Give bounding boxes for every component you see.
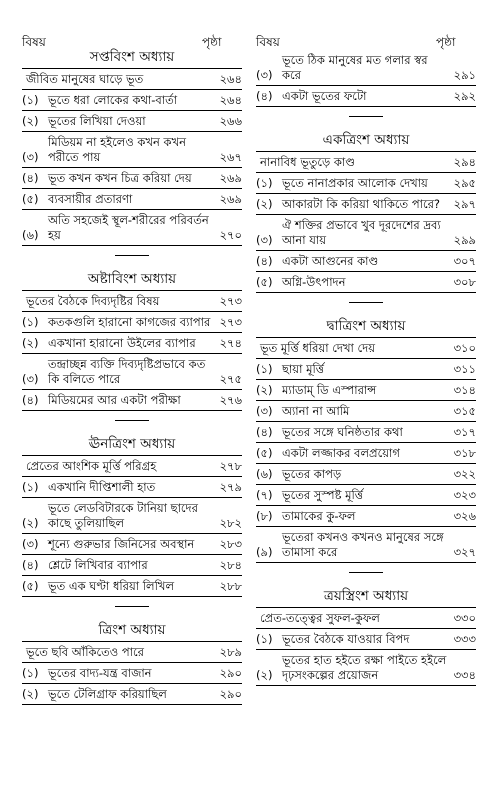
toc-entry xyxy=(256,215,476,251)
entry-number: (২) xyxy=(256,383,273,397)
entry-number: (৮) xyxy=(256,509,273,523)
entry-number: (৫) xyxy=(256,446,273,460)
entry-text: ভূতের বৈঠকে যাওয়ার বিপদ xyxy=(282,632,410,646)
entry-number: (২) xyxy=(22,516,39,530)
entry-page-number: ২৯৯ xyxy=(453,233,476,247)
entry-page-number: ২৬৬ xyxy=(219,114,242,128)
toc-entry xyxy=(256,359,476,380)
entry-number: (৪) xyxy=(22,393,39,407)
entry-page-number: ৩১৮ xyxy=(453,446,476,460)
entry-page-number: ২৯৭ xyxy=(453,197,476,211)
entry-number: (৯) xyxy=(256,545,273,559)
entry-text: তামাকের কু-ফল xyxy=(282,509,356,523)
entry-page-number: ২৭৬ xyxy=(219,393,242,407)
left-header-subject: বিষয় xyxy=(22,35,46,49)
entry-page-number: ৩১১ xyxy=(453,362,476,376)
entry-text: ভূত কখন কখন চিত্র করিয়া দেয় xyxy=(48,171,192,185)
entry-page-number: ৩২২ xyxy=(453,467,476,481)
entry-page-number: ২৮৩ xyxy=(219,537,242,551)
chapter-title: সপ্তবিংশ অধ্যায় xyxy=(89,49,175,65)
toc-entry xyxy=(256,506,476,527)
toc-entry xyxy=(22,576,242,597)
entry-text: ব্যবসায়ীর প্রতারণা xyxy=(48,192,133,206)
entry-text: ভূতে ধরা লোকের কথা-বার্তা xyxy=(48,93,178,107)
entry-text: ভূতের সুস্পষ্ট মূর্ত্তি xyxy=(282,488,364,502)
entry-page-number: ৩৩০ xyxy=(453,611,476,625)
entry-page-number: ২৬৪ xyxy=(219,72,242,86)
entry-page-number: ২৭০ xyxy=(219,228,242,242)
entry-page-number: ২৬৪ xyxy=(219,93,242,107)
entry-page-number: ৩১০ xyxy=(453,341,476,355)
entry-page-number: ৩৩৩ xyxy=(453,632,476,646)
chapter-title: ঊনত্রিংশ অধ্যায় xyxy=(88,436,176,452)
entry-page-number: ৩২৩ xyxy=(453,488,476,502)
entry-page-number: ৩২৭ xyxy=(453,545,476,559)
entry-page-number: ২৬৯ xyxy=(219,171,242,185)
toc-entry xyxy=(22,498,242,534)
chapter-section xyxy=(22,268,242,421)
toc-entry xyxy=(256,50,476,86)
entry-text: ভূতে ছবি আঁকিতেও পারে xyxy=(26,645,144,659)
section-divider xyxy=(349,302,383,303)
entry-page-number: ২৯৪ xyxy=(453,155,476,169)
toc-entry xyxy=(256,650,476,686)
toc-entry xyxy=(22,189,242,210)
entry-text: মিডিয়ম না হইলেও কখন কখন পরীতে পায় xyxy=(48,135,187,164)
entry-number: (৫) xyxy=(22,579,39,593)
entry-page-number: ৩২৬ xyxy=(453,509,476,523)
entry-text: শ্লেটে লিখিবার ব্যাপার xyxy=(48,558,148,572)
section-divider xyxy=(349,572,383,573)
entry-text: তন্দ্রাচ্ছন্ন ব্যক্তি দিব্যদৃষ্টিপ্রভাবে কত কি বলিতে পারে xyxy=(48,357,206,386)
entry-page-number: ২৯০ xyxy=(219,666,242,680)
chapter-lead-entry xyxy=(256,607,476,629)
entry-number: (৩) xyxy=(256,68,273,82)
entry-number: (২) xyxy=(256,668,273,682)
chapter-section xyxy=(256,585,476,686)
entry-page-number: ২৯২ xyxy=(453,89,476,103)
chapter-lead-entry xyxy=(22,68,242,90)
entry-text: ঐ শক্তির প্রভাবে খুব দূরদেশের দ্রব্য আনা যায় xyxy=(282,218,441,247)
entry-page-number: ২৭৫ xyxy=(219,372,242,386)
left-header-page: পৃষ্ঠা xyxy=(202,35,222,49)
toc-entry xyxy=(22,210,242,246)
entry-text: একটা লজ্জাকর বলপ্রয়োগ xyxy=(282,446,400,460)
chapter-lead-entry xyxy=(22,290,242,312)
entry-text: ভূতের হাত হইতে রক্ষা পাইতে হইলে দৃঢ়সংকল্পের প্রয়োজন xyxy=(282,653,447,682)
entry-text: ভূতের বাদ্য-যন্ত্র বাজান xyxy=(48,666,152,680)
toc-entry xyxy=(22,333,242,354)
entry-page-number: ২৭৩ xyxy=(219,315,242,329)
entry-text: ভূতেরা কখনও কখনও মানুষের সঙ্গে তামাসা করে xyxy=(282,530,444,559)
chapter-lead-entry xyxy=(22,641,242,663)
chapter-lead-entry xyxy=(22,455,242,477)
chapter-title: একত্রিংশ অধ্যায় xyxy=(322,132,410,148)
entry-text: ছায়া মূর্ত্তি xyxy=(282,362,324,376)
toc-entry xyxy=(256,86,476,107)
chapter-title: অষ্টাবিংশ অধ্যায় xyxy=(87,271,177,287)
toc-entry xyxy=(22,390,242,411)
entry-number: (৪) xyxy=(22,558,39,572)
toc-entry xyxy=(256,401,476,422)
right-header-subject: বিষয় xyxy=(256,35,280,49)
toc-entry xyxy=(22,90,242,111)
chapter-section xyxy=(256,50,476,117)
entry-number: (৪) xyxy=(22,171,39,185)
entry-page-number: ২৮৪ xyxy=(219,558,242,572)
chapter-title: দ্বাত্রিংশ অধ্যায় xyxy=(326,318,406,334)
toc-entry xyxy=(256,629,476,650)
entry-text: ভূতে ঠিক মানুষের মত গলার স্বর করে xyxy=(282,53,428,82)
entry-text: জীবিত মানুষের ঘাড়ে ভূত xyxy=(26,72,144,86)
entry-page-number: ২৭৮ xyxy=(219,459,242,473)
entry-text: ভূতে নানাপ্রকার আলোক দেখায় xyxy=(282,176,428,190)
entry-page-number: ২৮৯ xyxy=(219,645,242,659)
entry-page-number: ২৭৯ xyxy=(219,480,242,494)
chapter-section xyxy=(256,129,476,303)
toc-entry xyxy=(22,684,242,705)
entry-number: (১) xyxy=(256,362,273,376)
entry-number: (২) xyxy=(22,114,39,128)
entry-text: একখানা হারানো উইলের ব্যাপার xyxy=(48,336,196,350)
entry-number: (৪) xyxy=(256,89,273,103)
entry-text: কতকগুলি হারানো কাগজের ব্যাপার xyxy=(48,315,211,329)
entry-text: প্রেত-তত্ত্বের সুফল-কুফল xyxy=(260,611,380,625)
right-header-page: পৃষ্ঠা xyxy=(436,35,456,49)
entry-number: (৭) xyxy=(256,488,273,502)
toc-entry xyxy=(22,168,242,189)
chapter-lead-entry xyxy=(256,337,476,359)
entry-number: (১) xyxy=(22,315,39,329)
section-divider xyxy=(349,116,383,117)
entry-text: ভূতে টেলিগ্রাফ করিয়াছিল xyxy=(48,687,167,701)
entry-text: ভূতে লেডবিটারকে টানিয়া ছাদের কাছে তুলিয়াছিল xyxy=(48,501,198,530)
chapter-section xyxy=(22,433,242,607)
entry-page-number: ২৭৩ xyxy=(219,294,242,308)
entry-number: (৬) xyxy=(256,467,273,481)
entry-number: (৫) xyxy=(256,275,273,289)
entry-text: নানাবিধ ভূতুড়ে কাণ্ড xyxy=(260,155,356,169)
entry-page-number: ২৭৪ xyxy=(219,336,242,350)
chapter-title: ত্রিংশ অধ্যায় xyxy=(98,622,166,638)
entry-number: (৩) xyxy=(256,404,273,418)
toc-entry xyxy=(22,534,242,555)
toc-entry xyxy=(256,443,476,464)
toc-entry xyxy=(256,527,476,563)
entry-text: ভূতের কাপড় xyxy=(282,467,342,481)
entry-page-number: ৩১৪ xyxy=(453,383,476,397)
entry-text: অতি সহজেই স্থূল-শরীরের পরিবর্তন হয় xyxy=(48,213,209,242)
chapter-section xyxy=(256,315,476,573)
section-divider xyxy=(115,420,149,421)
chapter-title: ত্রয়স্ত্রিংশ অধ্যায় xyxy=(323,588,409,604)
entry-page-number: ৩৩৪ xyxy=(453,668,476,682)
entry-text: একটা আগুনের কাণ্ড xyxy=(282,254,379,268)
entry-text: অ্যানা না আমি xyxy=(282,404,350,418)
entry-number: (৩) xyxy=(256,233,273,247)
chapter-section xyxy=(22,46,242,256)
entry-page-number: ৩০৮ xyxy=(453,275,476,289)
entry-number: (১) xyxy=(22,480,39,494)
entry-text: ম্যাডাম্ ডি এস্পারান্স xyxy=(282,383,377,397)
entry-number: (৩) xyxy=(22,150,39,164)
entry-text: ভূতের বৈঠকে দিব্যদৃষ্টির বিষয় xyxy=(26,294,160,308)
entry-text: প্রেতের আংশিক মূর্ত্তি পরিগ্রহ xyxy=(26,459,157,473)
entry-page-number: ২৯৫ xyxy=(453,176,476,190)
entry-number: (১) xyxy=(22,93,39,107)
toc-entry xyxy=(256,272,476,293)
entry-page-number: ৩১৭ xyxy=(453,425,476,439)
toc-entry xyxy=(256,464,476,485)
entry-number: (৩) xyxy=(22,537,39,551)
toc-entry xyxy=(22,111,242,132)
chapter-lead-entry xyxy=(256,151,476,173)
entry-text: একটা ভূতের ফটো xyxy=(282,89,367,103)
entry-page-number: ২৮২ xyxy=(219,516,242,530)
right-column xyxy=(256,50,476,686)
entry-page-number: ২৬৭ xyxy=(219,150,242,164)
entry-number: (৬) xyxy=(22,228,39,242)
toc-entry xyxy=(256,422,476,443)
entry-number: (৪) xyxy=(256,425,273,439)
entry-text: অগ্নি-উৎপাদন xyxy=(282,275,346,289)
entry-text: ভূতের লিখিয়া দেওয়া xyxy=(48,114,146,128)
toc-entry xyxy=(22,354,242,390)
entry-text: মিডিয়মের আর একটা পরীক্ষা xyxy=(48,393,181,407)
entry-page-number: ২৬৯ xyxy=(219,192,242,206)
section-divider xyxy=(115,606,149,607)
toc-entry xyxy=(256,194,476,215)
entry-number: (৫) xyxy=(22,192,39,206)
entry-number: (৪) xyxy=(256,254,273,268)
entry-text: ভূত এক ঘণ্টা ধরিয়া লিখিল xyxy=(48,579,175,593)
section-divider xyxy=(115,255,149,256)
entry-number: (৩) xyxy=(22,372,39,386)
entry-page-number: ৩০৭ xyxy=(453,254,476,268)
entry-text: আকারটা কি করিয়া থাকিতে পারে? xyxy=(282,197,441,211)
entry-number: (২) xyxy=(256,197,273,211)
entry-number: (১) xyxy=(256,176,273,190)
toc-entry xyxy=(22,555,242,576)
toc-entry xyxy=(22,663,242,684)
toc-entry xyxy=(256,380,476,401)
entry-page-number: ২৯০ xyxy=(219,687,242,701)
entry-number: (১) xyxy=(256,632,273,646)
entry-page-number: ২৮৮ xyxy=(219,579,242,593)
entry-number: (২) xyxy=(22,687,39,701)
toc-entry xyxy=(22,312,242,333)
entry-text: একখানি দীপ্তিশালী হাত xyxy=(48,480,156,494)
entry-text: শূন্যে গুরুভার জিনিসের অবস্থান xyxy=(48,537,195,551)
entry-text: ভূত মূর্ত্তি ধরিয়া দেখা দেয় xyxy=(260,341,375,355)
entry-number: (২) xyxy=(22,336,39,350)
toc-entry xyxy=(22,477,242,498)
toc-entry xyxy=(22,132,242,168)
toc-entry xyxy=(256,173,476,194)
entry-text: ভূতের সঙ্গে ঘনিষ্ঠতার কথা xyxy=(282,425,403,439)
toc-entry xyxy=(256,485,476,506)
toc-entry xyxy=(256,251,476,272)
entry-page-number: ৩১৫ xyxy=(453,404,476,418)
chapter-section xyxy=(22,619,242,705)
entry-number: (১) xyxy=(22,666,39,680)
left-column xyxy=(22,46,242,705)
entry-page-number: ২৯১ xyxy=(453,68,476,82)
